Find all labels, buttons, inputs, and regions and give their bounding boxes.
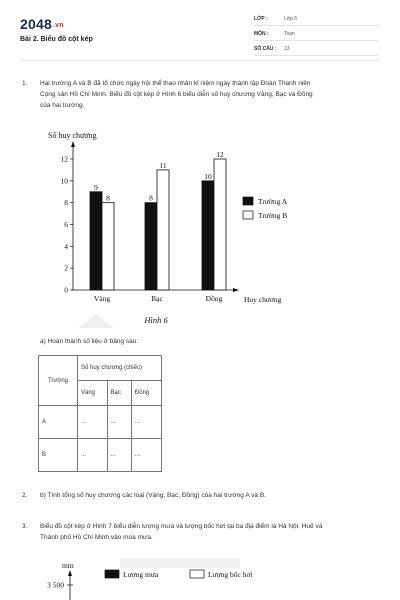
table-cell[interactable]: ... xyxy=(78,406,108,439)
data-label: 11 xyxy=(159,160,167,170)
y-tick-label: 8 xyxy=(64,198,68,208)
divider xyxy=(254,40,378,41)
y-tick-label: 12 xyxy=(60,154,68,164)
subquestion-a-text: a) Hoàn thành số liệu ở bảng sau: xyxy=(40,338,139,345)
y-tick-label: 6 xyxy=(64,220,68,229)
subject-label: MÔN : xyxy=(254,31,269,37)
figure-caption: Hình 6 xyxy=(144,315,168,325)
table-row xyxy=(39,406,162,439)
header-separator xyxy=(20,60,380,61)
table-cell[interactable]: ... xyxy=(78,439,108,472)
x-axis-arrow xyxy=(233,288,239,292)
question-line: của hai trường. xyxy=(40,102,85,109)
legend xyxy=(243,197,288,220)
grade-label: LỚP : xyxy=(254,16,268,22)
question-number: 2. xyxy=(22,492,28,499)
x-tick-label: Bạc xyxy=(151,294,163,303)
bar xyxy=(90,192,102,290)
legend-swatch-school-a xyxy=(243,197,253,205)
y-tick-label: 4 xyxy=(64,241,68,251)
x-tick-label: Đồng xyxy=(205,294,223,303)
site-logo[interactable] xyxy=(20,16,64,32)
question-count-label: SỐ CÂU : xyxy=(254,46,277,52)
question-number: 1. xyxy=(22,80,28,87)
logo-suffix: .vn xyxy=(52,22,64,29)
bar-series xyxy=(90,150,226,290)
data-label: 12 xyxy=(216,150,224,159)
y-tick-label: 0 xyxy=(64,285,68,295)
y-tick-label: 2 xyxy=(64,263,68,273)
x-tick-label: Vàng xyxy=(93,294,111,303)
grade-value: Lớp 6 xyxy=(284,16,298,22)
table-row-label: A xyxy=(39,406,78,439)
y-ticks xyxy=(61,155,74,295)
legend-swatch-evaporation xyxy=(190,570,204,578)
table-row xyxy=(39,439,162,472)
rainfall-chart xyxy=(30,556,330,600)
bar xyxy=(102,203,114,290)
legend-swatch-rainfall xyxy=(105,570,119,578)
table-cell[interactable]: ... xyxy=(107,406,131,439)
question-line: b) Tính tổng số huy chương các loại (Vàng, Bạc, Đồng) của hai trường A và B. xyxy=(40,492,266,499)
document-title: Bài 2. Biểu đồ cột kép xyxy=(20,36,93,43)
question-count-value: 13 xyxy=(284,46,290,52)
question-line: Biểu đồ cột kép ở Hình 7 biểu diễn lượng mưa và lượng bốc hơi tại ba địa điểm là Hà Nội, Huế và xyxy=(40,523,323,530)
question-text xyxy=(40,78,385,111)
table-column-header: Đồng xyxy=(131,381,161,406)
bar xyxy=(202,181,214,290)
data-label: 10 xyxy=(204,171,212,181)
legend-label-rainfall: Lượng mưa xyxy=(123,570,159,579)
bar xyxy=(214,159,226,290)
watermark-logo xyxy=(78,314,114,328)
logo-text: 2048 xyxy=(20,16,52,32)
watermark-text xyxy=(120,558,240,568)
bar xyxy=(145,203,157,290)
divider xyxy=(254,25,378,26)
table-cell[interactable]: ... xyxy=(107,439,131,472)
y-axis-label: Số huy chương xyxy=(48,131,97,140)
legend-label-school-b: Trường B xyxy=(258,211,288,220)
data-label: 8 xyxy=(149,193,153,203)
medal-table xyxy=(38,355,162,472)
y-tick-label: 10 xyxy=(60,176,68,186)
table-row-header: Trường xyxy=(39,356,78,406)
table-row-label: B xyxy=(39,439,78,472)
y-axis-arrow xyxy=(71,141,75,147)
legend-swatch-school-b xyxy=(243,211,253,219)
y-axis-arrow xyxy=(68,570,72,576)
question-text xyxy=(40,521,390,543)
legend-label-school-a: Trường A xyxy=(258,197,288,206)
bar xyxy=(157,170,169,290)
y-axis-label: mm xyxy=(62,561,74,570)
rainfall-chart-svg xyxy=(30,556,330,600)
data-label: 9 xyxy=(94,182,98,192)
question-number: 3. xyxy=(22,523,28,530)
legend-label-evaporation: Lượng bốc hơi xyxy=(208,570,253,579)
legend xyxy=(105,570,253,579)
table-column-header: Vàng xyxy=(78,381,108,406)
divider xyxy=(254,55,378,56)
question-line: Hai trường A và B đã tổ chức ngày hội thể thao nhân kỉ niệm ngày thành lập Đoàn Thanh niên xyxy=(40,80,311,87)
question-line: Thành phố Hồ Chí Minh vào mùa mưa. xyxy=(40,534,153,541)
data-label: 8 xyxy=(106,193,110,203)
table-cell[interactable]: ... xyxy=(131,439,161,472)
table-group-header: Số huy chương (chiếc) xyxy=(78,356,162,381)
x-tick-labels xyxy=(94,294,223,303)
medal-chart-svg xyxy=(40,128,360,333)
question-text xyxy=(40,490,266,501)
table-cell[interactable]: ... xyxy=(131,406,161,439)
x-axis-label: Huy chương xyxy=(244,295,282,304)
question-line: Cộng sản Hồ Chí Minh. Biểu đồ cột kép ở Hình 6 biểu diễn số huy chương Vàng, Bạc và Đồng xyxy=(40,91,313,98)
medal-chart xyxy=(40,128,360,333)
table-column-header: Bạc xyxy=(107,381,131,406)
subject-value: Toán xyxy=(284,31,295,37)
y-tick-label: 3 500 xyxy=(47,580,64,590)
